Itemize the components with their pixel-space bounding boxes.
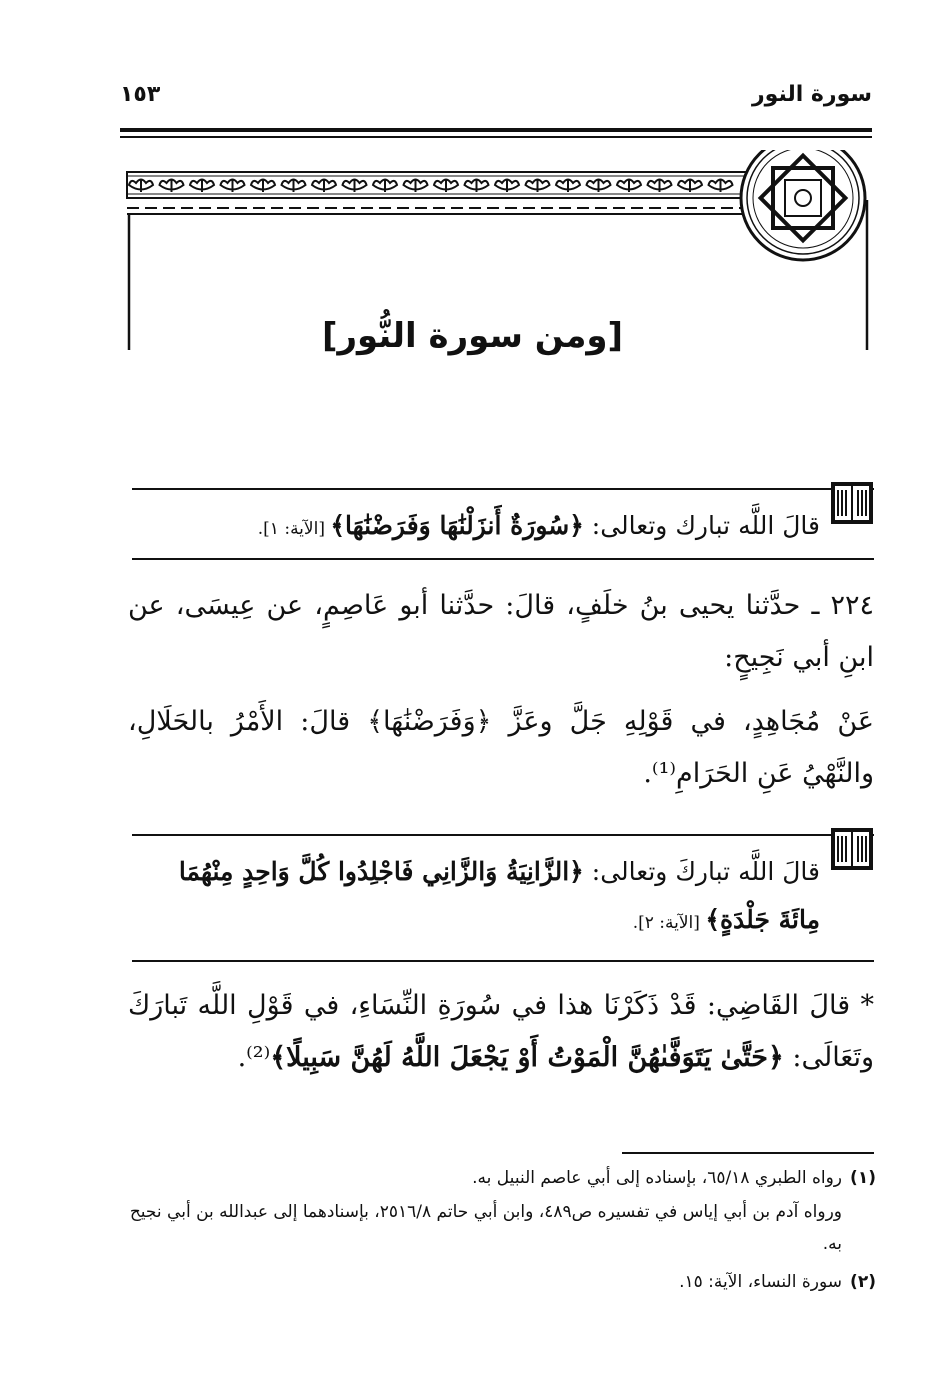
lotus-ornament-icon: [556, 180, 580, 193]
footnote-number: (١): [850, 1168, 876, 1188]
floral-border-icon: [129, 180, 733, 193]
footnote-2: [128, 1266, 876, 1298]
footnote-marker: ⁽²⁾.: [237, 1042, 271, 1073]
hadith-224-isnad: ٢٢٤ ـ حدَّثنا يحيى بنُ خلَفٍ، قالَ: حدَّثنا أبو عَاصِمٍ، عن عِيسَى، عن ابنِ أبي نَجِيحٍ:: [128, 590, 874, 673]
footnote-number: (٢): [850, 1272, 876, 1292]
lotus-ornament-icon: [617, 180, 641, 193]
lotus-ornament-icon: [373, 180, 397, 193]
verse-2-text: [132, 848, 820, 947]
lotus-ornament-icon: [190, 180, 214, 193]
lotus-ornament-icon: [251, 180, 275, 193]
quran-quote: ﴿حَتَّىٰ يَتَوَفَّىٰهُنَّ الْمَوْتُ أَوْ يَجْعَلَ اللَّهُ لَهُنَّ سَبِيلًا﴾: [270, 1042, 784, 1073]
lotus-ornament-icon: [160, 180, 184, 193]
open-book-icon: [830, 480, 874, 526]
quran-quote: ﴿سُورَةٌ أَنزَلْنَٰهَا وَفَرَضْنَٰهَا﴾: [330, 511, 584, 540]
verse-1-text: [132, 502, 820, 553]
verse-reference: [الآية: ١].: [257, 519, 331, 539]
geometric-medallion-icon: [741, 150, 865, 260]
lotus-ornament-icon: [526, 180, 550, 193]
footnote-text: ورواه آدم بن أبي إياس في تفسيره ص٤٨٩، وابن أبي حاتم ٢٥١٦/٨، بإسنادهما إلى عبدالله بن أبي نجيح به.: [129, 1202, 842, 1254]
lotus-ornament-icon: [648, 180, 672, 193]
lotus-ornament-icon: [465, 180, 489, 193]
lotus-ornament-icon: [495, 180, 519, 193]
lotus-ornament-icon: [587, 180, 611, 193]
lotus-ornament-icon: [312, 180, 336, 193]
lotus-ornament-icon: [678, 180, 702, 193]
qadi-comment: [128, 980, 874, 1084]
quran-quote: ﴿الزَّانِيَةُ وَالزَّانِي فَاجْلِدُوا كُلَّ وَاحِدٍ مِنْهُمَا مِائَةَ جَلْدَةٍ﴾: [178, 857, 820, 934]
verse-intro: قالَ اللَّه تبارك وتعالى:: [583, 511, 820, 540]
verse-intro: قالَ اللَّه تباركَ وتعالى:: [583, 857, 820, 886]
verse-reference: [الآية: ٢].: [632, 913, 706, 933]
page-number: ١٥٣: [120, 82, 161, 107]
header-rule-thin: [120, 136, 872, 138]
lotus-ornament-icon: [434, 180, 458, 193]
footnote-1: [128, 1162, 876, 1194]
footnote-text: سورة النساء، الآية: ١٥.: [679, 1272, 842, 1292]
open-book-icon: [830, 826, 874, 872]
verse-box-1: [132, 488, 874, 560]
lotus-ornament-icon: [709, 180, 733, 193]
lotus-ornament-icon: [282, 180, 306, 193]
page-header: [120, 82, 872, 122]
header-rule-thick: [120, 128, 872, 132]
footnote-rule: [622, 1152, 874, 1154]
lotus-ornament-icon: [221, 180, 245, 193]
footnote-1-continued: [128, 1196, 876, 1260]
hadith-224-matn: عَنْ مُجَاهِدٍ، في قَوْلِهِ جَلَّ وعَزَّ ﴿وَفَرَضْنَٰهَا﴾ قالَ: الأَمْرُ بالحَلَالِ، والنَّهْيُ عَنِ الحَرَامِ⁽¹⁾.: [128, 706, 874, 789]
footnote-text: رواه الطبري ٦٥/١٨، بإسناده إلى أبي عاصم النبيل به.: [472, 1168, 842, 1188]
chapter-title: [ومن سورة النُّور]: [321, 316, 624, 356]
lotus-ornament-icon: [404, 180, 428, 193]
qadi-text: * قالَ القَاضِي: قَدْ ذَكَرْنَا هذا في سُورَةِ النِّسَاءِ، في قَوْلِ اللَّه تَبارَكَ وتَعَالَى:: [128, 990, 874, 1073]
verse-box-2: [132, 834, 874, 962]
lotus-ornament-icon: [343, 180, 367, 193]
running-title: سورة النور: [752, 82, 872, 107]
lotus-ornament-icon: [129, 180, 153, 193]
